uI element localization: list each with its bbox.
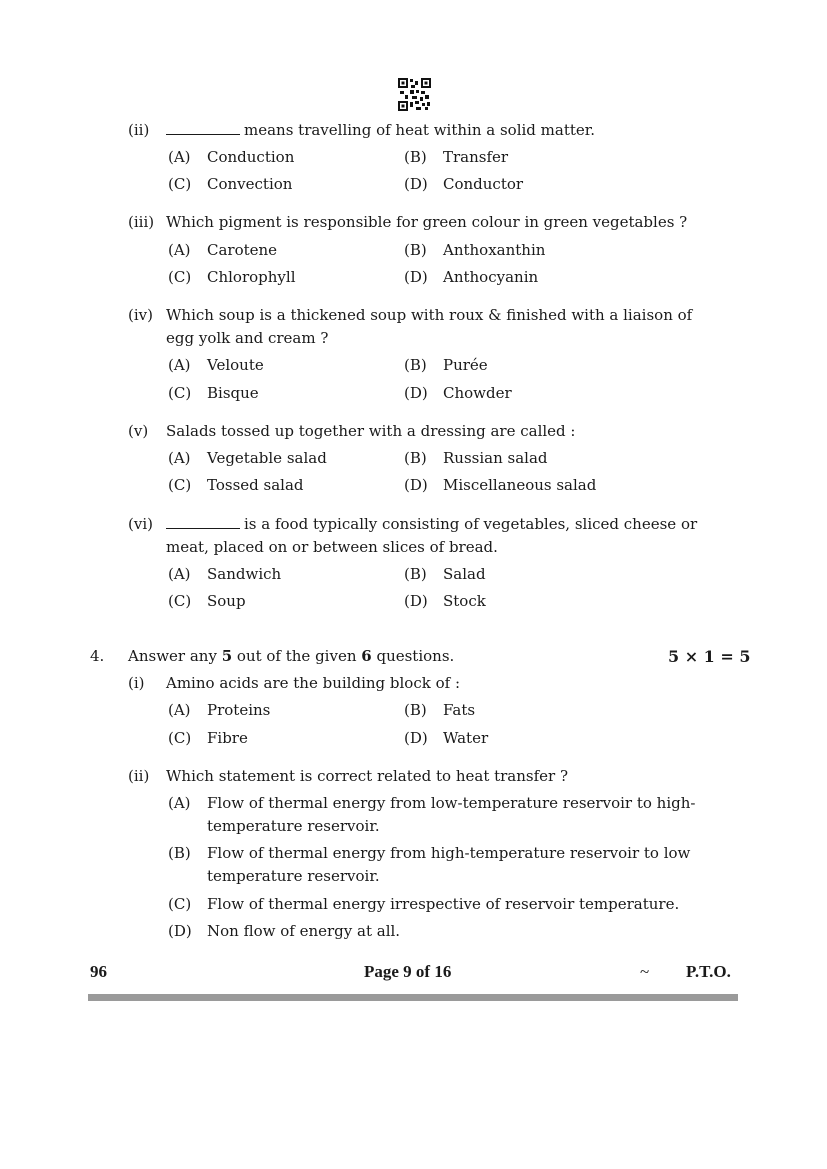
option-text: Soup [207,592,246,610]
option-label: (C) [168,384,192,402]
option-label: (B) [404,241,427,259]
option-label: (C) [168,729,192,747]
tilde-mark: ~ [640,962,650,981]
option-text: Flow of thermal energy irrespective of reservoir temperature. [207,895,680,913]
option-text: Veloute [207,356,264,374]
option-text: Vegetable salad [207,449,327,467]
question-text: is a food typically consisting of vegetables, sliced cheese or [166,515,697,533]
option-text: Carotene [207,241,278,259]
option-label: (D) [404,729,428,747]
option-label: (D) [404,384,428,402]
question-text: Salads tossed up together with a dressing are called : [166,422,576,440]
option-text: Convection [207,175,293,193]
option-label: (D) [404,175,428,193]
question-number: (ii) [128,767,150,785]
option-label: (A) [168,241,191,259]
option-label: (A) [168,148,191,166]
option-label: (A) [168,565,191,583]
question-number: (v) [128,422,149,440]
option-label: (B) [404,356,427,374]
option-text: Stock [443,592,486,610]
option-text: Purée [443,356,488,374]
option-text-continued: temperature reservoir. [207,867,380,885]
question-text: Which statement is correct related to heat transfer ? [166,767,569,785]
question-text-continued: meat, placed on or between slices of bread. [166,538,498,556]
option-text: Anthocyanin [443,268,539,286]
option-text: Salad [443,565,486,583]
fill-blank [166,516,240,529]
option-text: Fibre [207,729,248,747]
fill-blank [166,122,240,135]
option-label: (D) [404,268,428,286]
option-label: (C) [168,268,192,286]
option-label: (A) [168,794,191,812]
option-text: Conductor [443,175,524,193]
option-label: (A) [168,356,191,374]
question-text: Which soup is a thickened soup with roux & finished with a liaison of [166,306,693,324]
option-text-continued: temperature reservoir. [207,817,380,835]
option-label: (B) [404,148,427,166]
option-label: (A) [168,701,191,719]
option-text: Anthoxanthin [443,241,546,259]
question-number: (i) [128,674,145,692]
option-label: (C) [168,592,192,610]
question-number: (vi) [128,515,153,533]
option-text: Proteins [207,701,271,719]
option-label: (A) [168,449,191,467]
option-label: (B) [404,565,427,583]
section-instruction: Answer any 5 out of the given 6 questions. [128,647,455,665]
paper-code: 96 [90,962,107,981]
option-text: Chlorophyll [207,268,296,286]
option-text: Conduction [207,148,295,166]
option-text: Non flow of energy at all. [207,922,401,940]
option-text: Tossed salad [207,476,304,494]
question-text: Which pigment is responsible for green colour in green vegetables ? [166,213,688,231]
option-text: Flow of thermal energy from high-temperature reservoir to low [207,844,691,862]
question-number: (iii) [128,213,155,231]
option-label: (D) [168,922,192,940]
option-label: (B) [404,449,427,467]
option-text: Sandwich [207,565,282,583]
option-text: Transfer [443,148,509,166]
option-label: (C) [168,476,192,494]
question-text-continued: egg yolk and cream ? [166,329,329,347]
option-text: Chowder [443,384,512,402]
option-text: Miscellaneous salad [443,476,597,494]
option-label: (D) [404,592,428,610]
question-text: Amino acids are the building block of : [166,674,460,692]
option-label: (C) [168,175,192,193]
footer-rule [88,994,738,1001]
option-label: (D) [404,476,428,494]
option-label: (B) [404,701,427,719]
question-number: (ii) [128,121,150,139]
option-text: Russian salad [443,449,548,467]
question-text: means travelling of heat within a solid matter. [166,121,595,139]
question-number: (iv) [128,306,153,324]
page-number: Page 9 of 16 [364,962,452,981]
section-marks: 5 × 1 = 5 [668,647,751,666]
option-text: Bisque [207,384,259,402]
option-text: Fats [443,701,476,719]
option-text: Water [443,729,489,747]
option-label: (C) [168,895,192,913]
section-number: 4. [90,647,105,665]
pto-label: P.T.O. [686,962,731,981]
qr-code [398,78,431,111]
option-text: Flow of thermal energy from low-temperature reservoir to high- [207,794,696,812]
option-label: (B) [168,844,191,862]
